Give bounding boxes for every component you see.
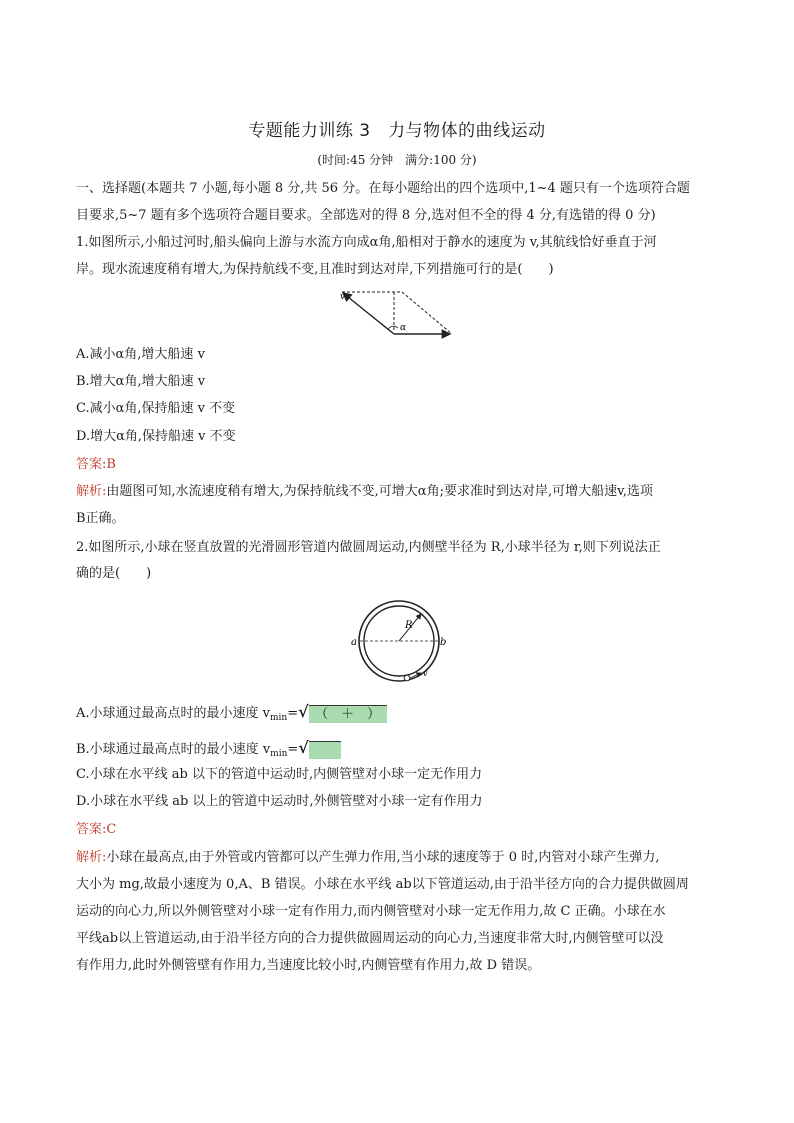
q1-answer: 答案:B [76, 457, 116, 472]
q1-analysis-line2: B正确。 [76, 511, 125, 526]
q2-v-label: v [423, 669, 428, 678]
q1-option-d: D.增大α角,保持船速 v 不变 [76, 429, 236, 444]
q1-v-label: v [340, 292, 346, 302]
q2-circular-tube-figure [344, 598, 454, 684]
q2-option-b [76, 739, 341, 763]
q2-ball [404, 675, 410, 681]
q2-stem-line2: 确的是( ) [76, 566, 152, 581]
q2-option-a [76, 703, 387, 727]
q2-analysis-line5: 有作用力,此时外侧管壁有作用力,当速度比较小时,内侧管壁有作用力,故 D 错误。 [76, 958, 541, 973]
q2-analysis-line2: 大小为 mg,故最小速度为 0,A、B 错误。小球在水平线 ab以下管道运动,由于沿半径方向的合力提供做圆周 [76, 877, 689, 892]
q2-option-b-formula [309, 741, 341, 759]
q2-option-a-text: A.小球通过最高点时的最小速度 v [76, 706, 270, 721]
q1-option-c: C.减小α角,保持船速 v 不变 [76, 401, 236, 416]
q2-option-b-sqrt-icon: √ [298, 738, 309, 757]
q2-option-b-equals: = [287, 742, 299, 757]
q2-option-d: D.小球在水平线 ab 以上的管道中运动时,外侧管壁对小球一定有作用力 [76, 794, 483, 809]
q1-alpha-arc [388, 326, 398, 329]
q2-analysis-line3: 运动的向心力,所以外侧管壁对小球一定有作用力,而内侧管壁对小球一定无作用力,故 C 正确。小球在水 [76, 904, 666, 919]
q2-option-a-subscript: min [270, 713, 288, 723]
section-heading-line2: 目要求,5~7 题有多个选项符合题目要求。全部选对的得 8 分,选对但不全的得 4 分,有选错的得 0 分) [76, 208, 656, 223]
q1-option-b: B.增大α角,增大船速 v [76, 374, 206, 389]
q2-option-b-text: B.小球通过最高点时的最小速度 v [76, 742, 271, 757]
q2-R-label: R [405, 620, 413, 631]
page-title: 专题能力训练 3 力与物体的曲线运动 [248, 121, 546, 141]
q1-stem-line1: 1.如图所示,小船过河时,船头偏向上游与水流方向成α角,船相对于静水的速度为 v,其航线恰好垂直于河 [76, 235, 657, 250]
page-subtitle: (时间:45 分钟 满分:100 分) [317, 153, 477, 167]
q2-option-a-sqrt-icon: √ [298, 702, 309, 721]
q2-analysis-line1-prefix: 解析: [76, 850, 107, 865]
q2-stem-line1: 2.如图所示,小球在竖直放置的光滑圆形管道内做圆周运动,内侧壁半径为 R,小球半径为 r,则下列说法正 [76, 540, 661, 555]
q1-right-dashed-line [402, 292, 452, 334]
q1-analysis-line1-prefix: 解析: [76, 484, 107, 499]
section-heading-line1: 一、选择题(本题共 7 小题,每小题 8 分,共 56 分。在每小题给出的四个选项中,1~4 题只有一个选项符合题 [76, 181, 690, 196]
q1-option-a: A.减小α角,增大船速 v [76, 347, 205, 362]
q2-analysis-line1: 解析:小球在最高点,由于外管或内管都可以产生弹力作用,当小球的速度等于 0 时,内管对小球产生弹力, [76, 850, 660, 865]
q2-answer: 答案:C [76, 822, 117, 837]
q2-option-a-formula: （ ＋ ） [309, 705, 387, 723]
q2-option-c: C.小球在水平线 ab 以下的管道中运动时,内侧管壁对小球一定无作用力 [76, 767, 483, 782]
q1-analysis-line1: 解析:由题图可知,水流速度稍有增大,为保持航线不变,可增大α角;要求准时到达对岸,可增大船速v,选项 [76, 484, 654, 499]
q2-option-b-subscript: min [270, 749, 288, 759]
q2-b-label: b [440, 637, 447, 648]
q1-alpha-label: α [400, 323, 407, 333]
q1-velocity-arrow [343, 293, 394, 334]
q2-a-label: a [351, 637, 357, 648]
q1-boat-velocity-figure [330, 284, 460, 340]
q2-analysis-line4: 平线ab以上管道运动,由于沿半径方向的合力提供做圆周运动的向心力,当速度非常大时,内侧管壁可以没 [76, 931, 664, 946]
q2-option-a-equals: = [287, 706, 299, 721]
q1-stem-line2: 岸。现水流速度稍有增大,为保持航线不变,且准时到达对岸,下列措施可行的是( ) [76, 262, 554, 277]
